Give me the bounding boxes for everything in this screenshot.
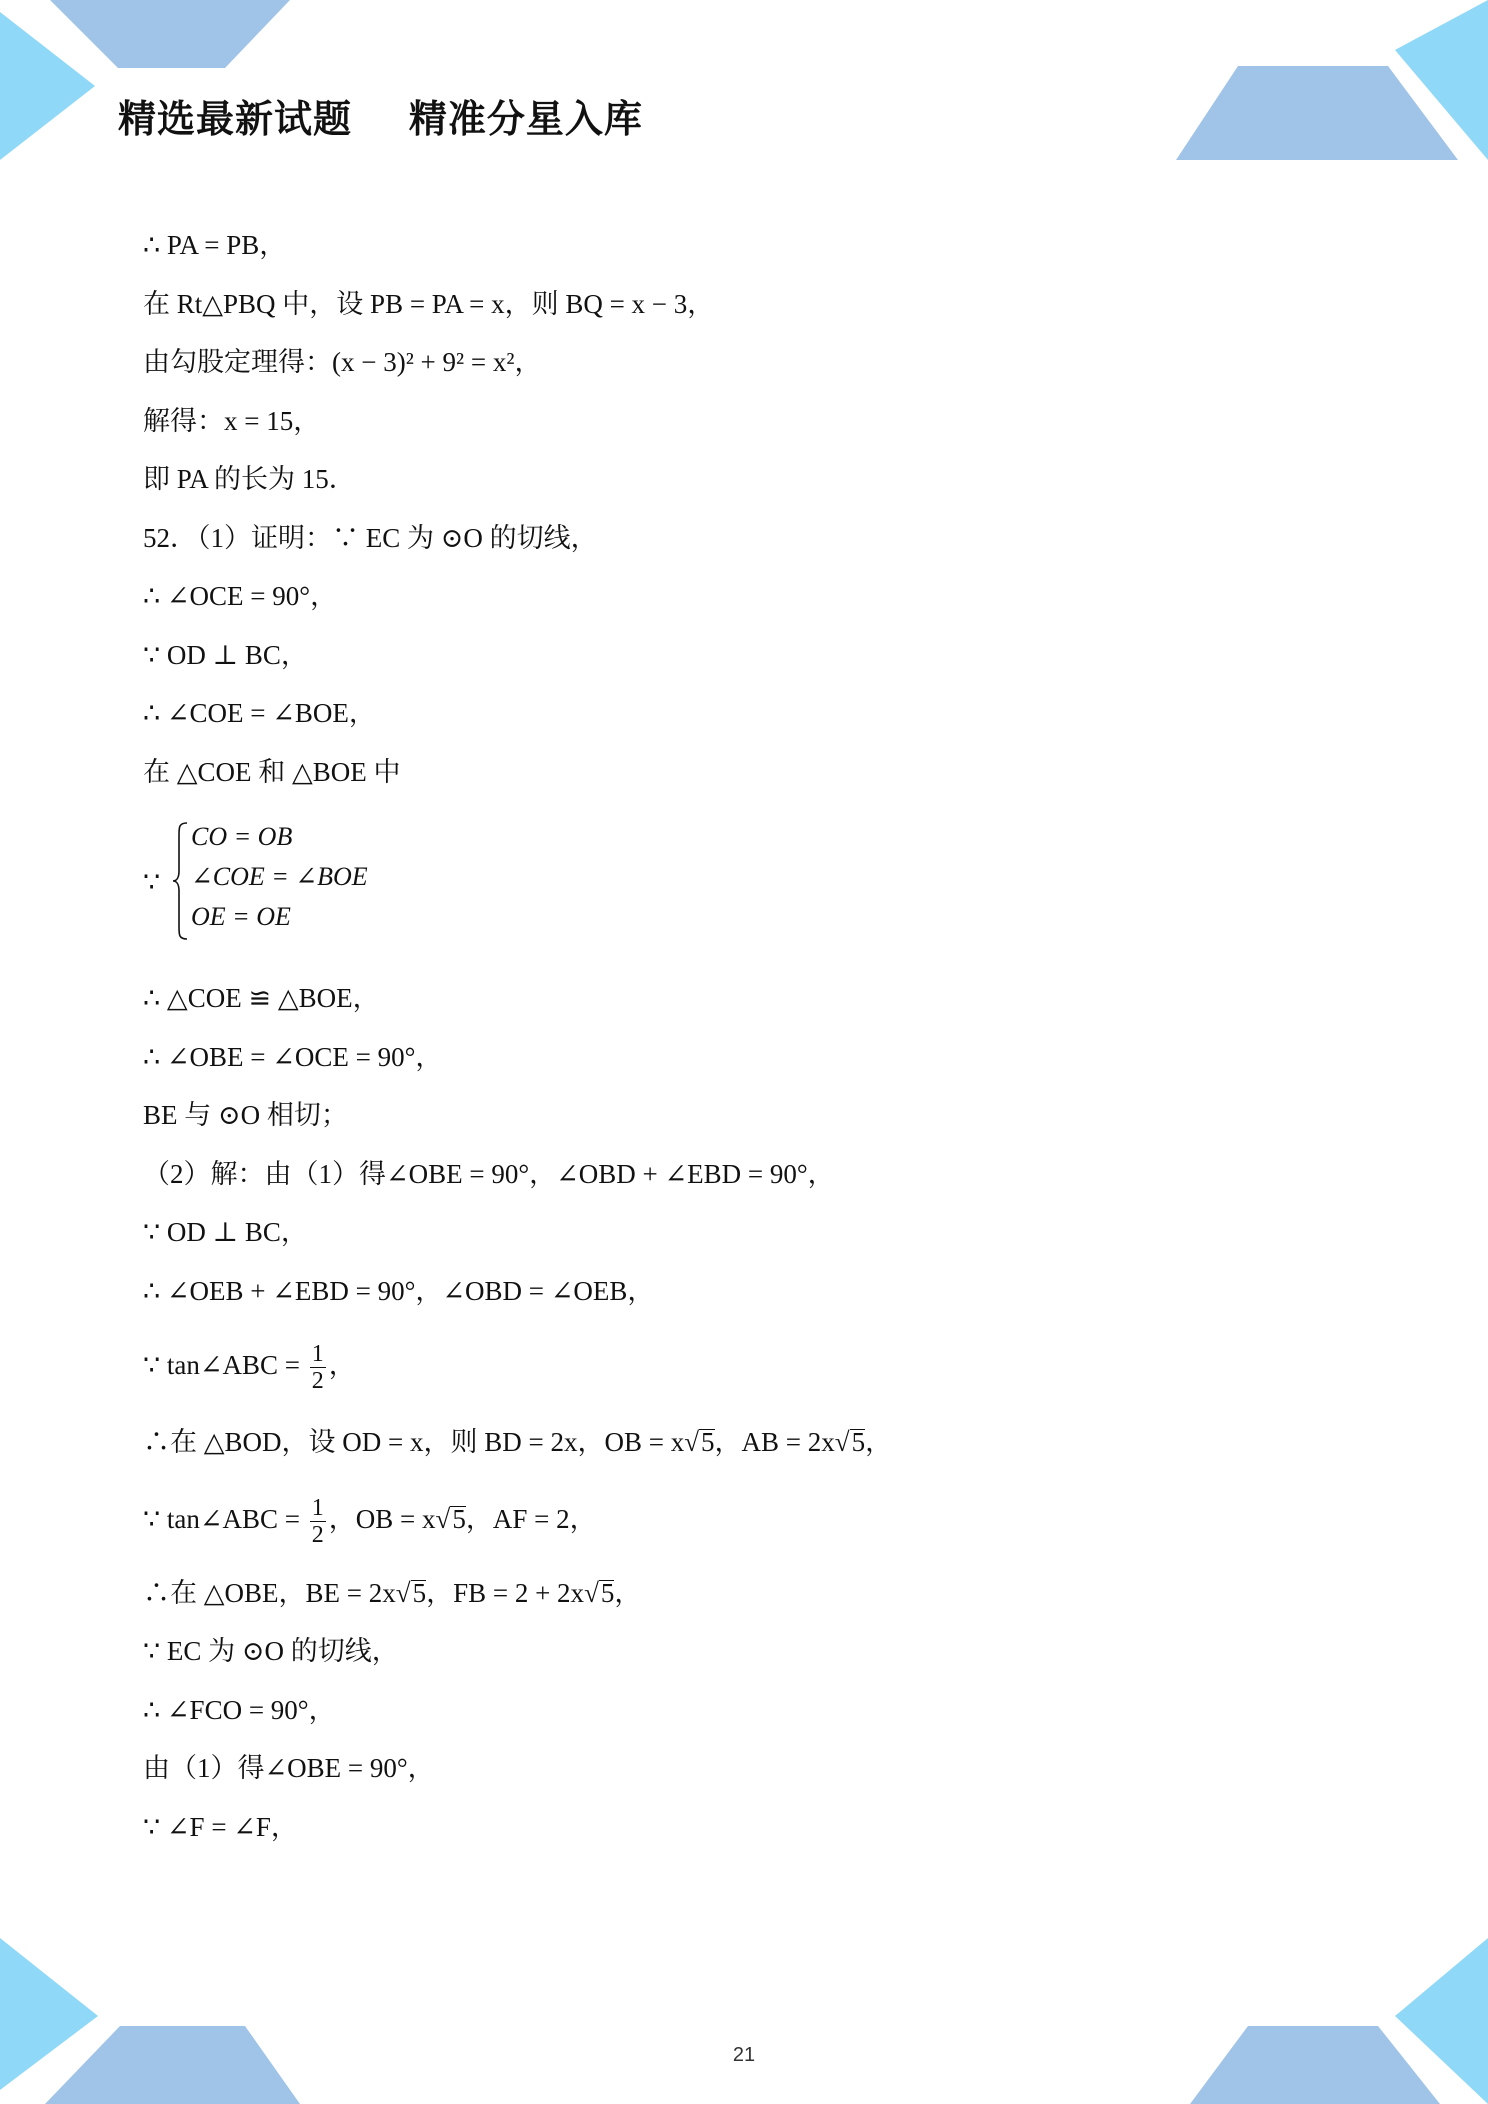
solution-line: ∴ ∠FCO = 90°， — [143, 1694, 336, 1725]
system-row: ∠COE = ∠BOE — [191, 862, 368, 891]
solution-line: ∴ ∠OBE = ∠OCE = 90°， — [143, 1041, 443, 1072]
solution-line: ∴ PA = PB， — [143, 230, 287, 260]
sqrt-radicand: 5 — [600, 1578, 615, 1608]
deco-top-right-trapezoid — [1176, 66, 1458, 160]
system-row: OE = OE — [191, 902, 291, 931]
obe-line: ∴在 △OBE，BE = 2x√5，FB = 2 + 2x√5， — [143, 1578, 642, 1608]
solution-line: 由勾股定理得：(x − 3)² + 9² = x²， — [143, 347, 542, 377]
sqrt-radicand: 5 — [701, 1427, 715, 1457]
fraction: $\frac{1}{2}$ — [311, 1495, 324, 1549]
solution-line: ∴ ∠COE = ∠BOE， — [143, 698, 376, 728]
solution-line: ∵ OD ⊥ BC， — [143, 1217, 308, 1247]
solution-line: ∴ △COE ≌ △BOE， — [143, 983, 380, 1013]
solution-line: 即 PA 的长为 15． — [143, 464, 356, 494]
solution-line: ∵ ∠F = ∠F， — [143, 1811, 298, 1842]
bod-line: ∴在 △BOD，设 OD = x，则 BD = 2x，OB = x√5，AB = 2x√5， — [143, 1427, 893, 1457]
part-2-heading: （2）解：由（1）得∠OBE = 90°，∠OBD + ∠EBD = 90°， — [143, 1158, 835, 1189]
solution-content — [143, 222, 1343, 1862]
header-title: 精选最新试题 精准分星入库 — [118, 97, 643, 141]
solution-line: ∵ OD ⊥ BC， — [143, 639, 308, 670]
system-row: CO = OB — [191, 822, 293, 851]
problem-52-heading: 52．（1）证明：∵ EC 为 ⊙O 的切线， — [143, 522, 598, 553]
tan-line: ∵ tan∠ABC = $\frac{1}{2}$ ，OB = x√5，AF = 2， — [143, 1495, 597, 1549]
congruence-system — [143, 817, 1343, 967]
solution-line: BE 与 ⊙O 相切； — [143, 1100, 348, 1130]
sqrt-radicand: 5 — [412, 1578, 427, 1608]
solution-line: 在 △COE 和 △BOE 中 — [143, 756, 401, 787]
page-number: 21 — [732, 2044, 756, 2066]
because-symbol: ∵ — [143, 867, 161, 897]
solution-line: 在 Rt△PBQ 中，设 PB = PA = x，则 BQ = x − 3， — [143, 288, 715, 319]
sqrt-radicand: 5 — [452, 1504, 466, 1534]
deco-top-left-triangle — [0, 12, 95, 160]
solution-line: ∴ ∠OEB + ∠EBD = 90°，∠OBD = ∠OEB， — [143, 1275, 655, 1306]
solution-line: 由（1）得∠OBE = 90°， — [143, 1753, 435, 1783]
fraction: $\frac{1}{2}$ — [311, 1341, 324, 1395]
solution-line: ∵ EC 为 ⊙O 的切线， — [143, 1636, 399, 1666]
deco-top-left-trapezoid — [50, 0, 290, 68]
left-brace-icon — [171, 821, 189, 941]
solution-line: ∴ ∠OCE = 90°， — [143, 581, 338, 611]
sqrt-radicand: 5 — [851, 1427, 866, 1457]
tan-line: ∵ tan∠ABC = $\frac{1}{2}$ ， — [143, 1341, 356, 1395]
solution-line: 解得：x = 15， — [143, 405, 321, 436]
